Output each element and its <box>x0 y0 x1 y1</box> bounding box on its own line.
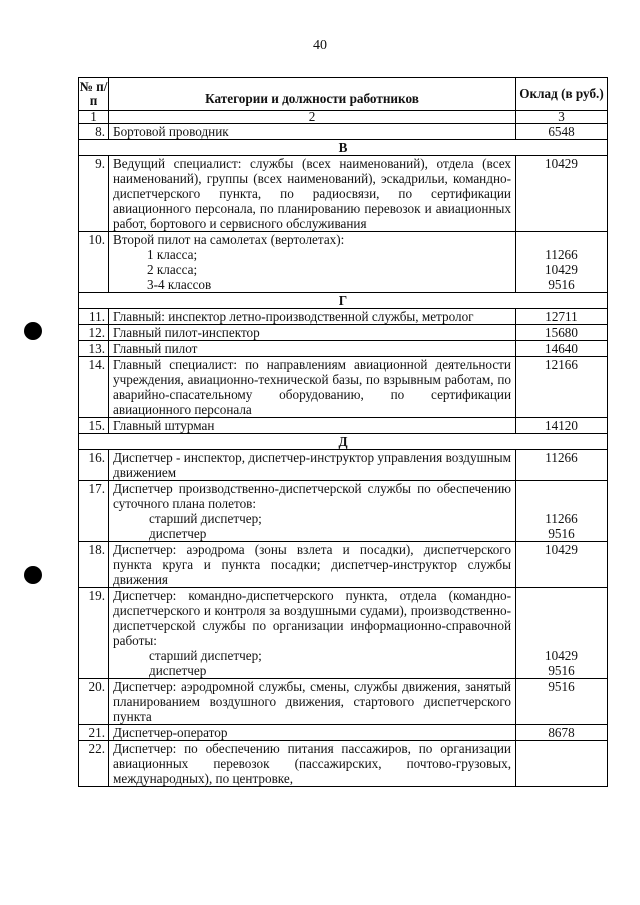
position-text: Главный пилот-инспектор <box>113 325 260 340</box>
spacer <box>520 618 603 633</box>
spacer <box>520 603 603 618</box>
row-number: 8. <box>79 124 109 140</box>
table-row <box>79 156 608 232</box>
position-title <box>109 679 516 725</box>
table-row <box>79 679 608 725</box>
position-text: Главный пилот <box>113 341 198 356</box>
sub-category-label: диспетчер <box>149 526 207 541</box>
row-number: 16. <box>79 450 109 481</box>
table-row <box>79 357 608 418</box>
row-number: 17. <box>79 481 109 542</box>
position-text: Второй пилот на самолетах (вертолетах): <box>113 232 345 247</box>
salary-cell: 9516 <box>516 679 608 725</box>
spacer <box>520 496 603 511</box>
sub-category-salary: 9516 <box>548 663 575 678</box>
position-text: Диспетчер - инспектор, диспетчер-инструктор управления воздушным движением <box>113 450 511 480</box>
table-row <box>79 725 608 741</box>
salary-cell: 6548 <box>516 124 608 140</box>
position-title <box>109 341 516 357</box>
position-text: Ведущий специалист: службы (всех наименований), отдела (всех наименований), группы (всех наименований), эскадрильи, командно-диспетчерского пункта, по радиосвязи, по сертификации авиационного персонала, по планированию перевозок и авиационных работ, бортового и сервисного обслуживания <box>113 156 511 231</box>
position-text: Диспетчер: по обеспечению питания пассажиров, по организации авиационных перевозок (пассажирских, почтово-грузовых, международных), по центровке, <box>113 741 511 786</box>
row-number: 9. <box>79 156 109 232</box>
section-row <box>79 140 608 156</box>
header-number: № п/п <box>79 78 109 111</box>
salary-cell <box>516 741 608 787</box>
position-title <box>109 450 516 481</box>
header-title: Категории и должности работников <box>109 78 516 111</box>
salary-cell: 12166 <box>516 357 608 418</box>
salary-table <box>78 77 608 787</box>
sub-category-salary: 9516 <box>548 526 575 541</box>
sub-category-salary: 11266 <box>545 511 578 526</box>
table-header-row <box>79 78 608 111</box>
section-row <box>79 293 608 309</box>
table-row <box>79 588 608 679</box>
row-number: 19. <box>79 588 109 679</box>
position-text: Диспетчер: аэродрома (зоны взлета и посадки), диспетчерского пункта круга и пункта посадки; диспетчер-инструктор службы движения <box>113 542 511 587</box>
position-title <box>109 481 516 542</box>
position-text: Диспетчер производственно-диспетчерской службы по обеспечению суточного плана полетов: <box>113 481 511 511</box>
position-title <box>109 309 516 325</box>
salary-cell: 10429 <box>516 156 608 232</box>
section-letter: Д <box>79 434 608 450</box>
row-number: 12. <box>79 325 109 341</box>
punch-hole <box>24 566 42 584</box>
position-title <box>109 124 516 140</box>
table-row <box>79 309 608 325</box>
spacer <box>520 633 603 648</box>
section-letter: В <box>79 140 608 156</box>
sub-category-salary: 10429 <box>545 648 578 663</box>
position-title <box>109 725 516 741</box>
position-text: Диспетчер: аэродромной службы, смены, службы движения, занятый планированием воздушного движения, стартового диспетчерского пункта <box>113 679 511 724</box>
position-title <box>109 232 516 293</box>
salary-cell: 8678 <box>516 725 608 741</box>
sub-category-label: диспетчер <box>149 663 207 678</box>
table-row <box>79 542 608 588</box>
salary-cell: 14120 <box>516 418 608 434</box>
salary-cell <box>516 588 608 679</box>
column-number: 1 <box>79 111 109 124</box>
position-text: Главный: инспектор летно-производственной службы, метролог <box>113 309 474 324</box>
page-number: 40 <box>313 38 327 53</box>
position-title <box>109 542 516 588</box>
column-number-row <box>79 111 608 124</box>
position-title <box>109 156 516 232</box>
sub-category-label: 3-4 классов <box>147 277 212 292</box>
salary-cell: 14640 <box>516 341 608 357</box>
position-title <box>109 325 516 341</box>
table-row <box>79 481 608 542</box>
table-row <box>79 450 608 481</box>
position-title <box>109 588 516 679</box>
salary-cell: 12711 <box>516 309 608 325</box>
section-letter: Г <box>79 293 608 309</box>
column-number: 2 <box>109 111 516 124</box>
column-number: 3 <box>516 111 608 124</box>
row-number: 11. <box>79 309 109 325</box>
table-row <box>79 418 608 434</box>
table-row <box>79 124 608 140</box>
sub-category-salary: 10429 <box>545 262 578 277</box>
salary-cell: 10429 <box>516 542 608 588</box>
section-row <box>79 434 608 450</box>
row-number: 18. <box>79 542 109 588</box>
row-number: 20. <box>79 679 109 725</box>
header-salary: Оклад (в руб.) <box>516 78 608 111</box>
sub-category-salary: 9516 <box>548 277 575 292</box>
sub-category-label: 1 класса; <box>147 247 198 262</box>
position-text: Главный штурман <box>113 418 215 433</box>
position-title <box>109 357 516 418</box>
row-number: 13. <box>79 341 109 357</box>
salary-cell <box>516 232 608 293</box>
row-number: 21. <box>79 725 109 741</box>
table-row <box>79 232 608 293</box>
table-row <box>79 341 608 357</box>
spacer <box>520 481 603 496</box>
sub-category-salary: 11266 <box>545 247 578 262</box>
spacer <box>520 232 603 247</box>
sub-category-label: 2 класса; <box>147 262 198 277</box>
spacer <box>520 588 603 603</box>
salary-cell: 15680 <box>516 325 608 341</box>
position-text: Главный специалист: по направлениям авиационной деятельности учреждения, авиационно-технической базы, по взрывным работам, по аварийно-спасательному оборудованию, по сертификации авиационного персонала <box>113 357 511 417</box>
salary-cell: 11266 <box>516 450 608 481</box>
row-number: 14. <box>79 357 109 418</box>
row-number: 15. <box>79 418 109 434</box>
sub-category-label: старший диспетчер; <box>149 511 262 526</box>
position-text: Диспетчер-оператор <box>113 725 228 740</box>
position-title <box>109 418 516 434</box>
row-number: 22. <box>79 741 109 787</box>
position-title <box>109 741 516 787</box>
position-text: Бортовой проводник <box>113 124 229 139</box>
salary-cell <box>516 481 608 542</box>
position-text: Диспетчер: командно-диспетчерского пункта, отдела (командно-диспетчерского и контроля за воздушными судами), производственно-диспетчерской службы по организации информационно-справочной работы: <box>113 588 511 648</box>
table-row <box>79 741 608 787</box>
table-row <box>79 325 608 341</box>
row-number: 10. <box>79 232 109 293</box>
punch-hole <box>24 322 42 340</box>
sub-category-label: старший диспетчер; <box>149 648 262 663</box>
